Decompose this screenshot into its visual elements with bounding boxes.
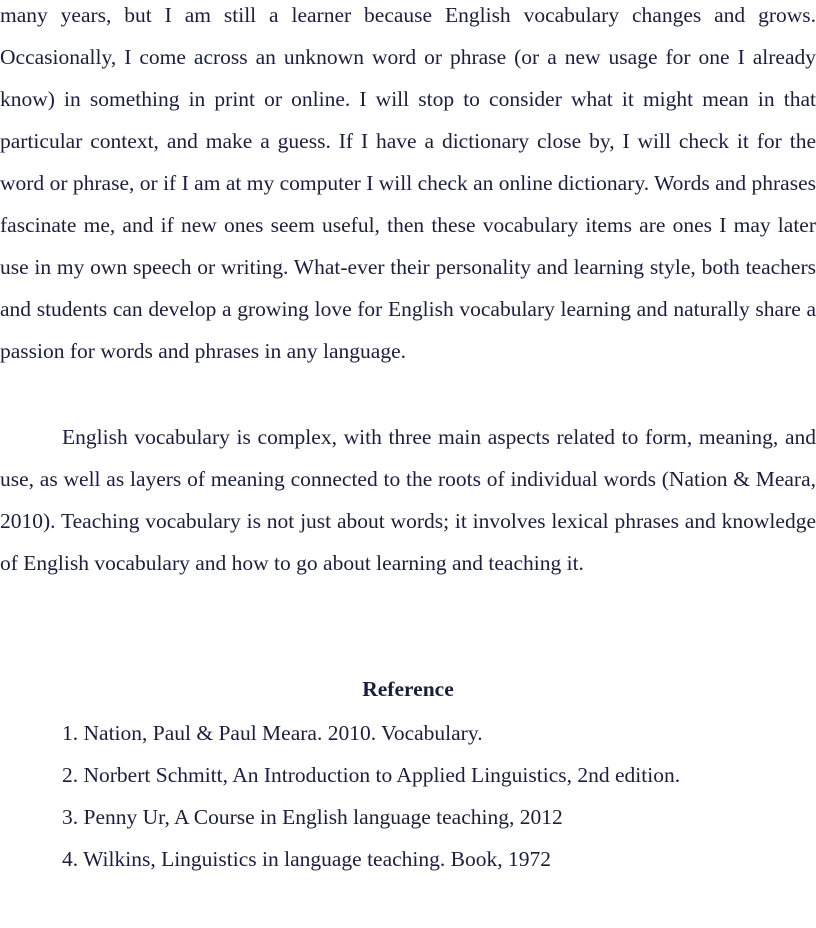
body-paragraph-vocabulary-learner: many years, but I am still a learner because English vocabulary changes and grows. Occasionally, I come across an unknown word or phrase (or a new usage for one I already know) in something in print or online. I will stop to consider what it might mean in that particular context, and make a guess. If I have a dictionary close by, I will check it for the word or phrase, or if I am at my computer I will check an online dictionary. Words and phrases fascinate me, and if new ones seem useful, then these vocabulary items are ones I may later use in my own speech or writing. What-ever their personality and learning style, both teachers and students can develop a growing love for English vocabulary learning and naturally share a passion for words and phrases in any language. [0,3,816,363]
reference-item: 4. Wilkins, Linguistics in language teaching. Book, 1972 [62,847,551,871]
reference-item: 1. Nation, Paul & Paul Meara. 2010. Vocabulary. [62,721,483,745]
reference-item: 3. Penny Ur, A Course in English language teaching, 2012 [62,805,563,829]
reference-item: 2. Norbert Schmitt, An Introduction to Applied Linguistics, 2nd edition. [62,763,681,787]
reference-heading: Reference [362,677,454,701]
body-paragraph-vocabulary-complex: English vocabulary is complex, with three main aspects related to form, meaning, and use, as well as layers of meaning connected to the roots of individual words (Nation & Meara, 2010). Teaching vocabulary is not just about words; it involves lexical phrases and knowledge of English vocabulary and how to go about learning and teaching it. [0,425,816,575]
reference-list [62,712,680,880]
